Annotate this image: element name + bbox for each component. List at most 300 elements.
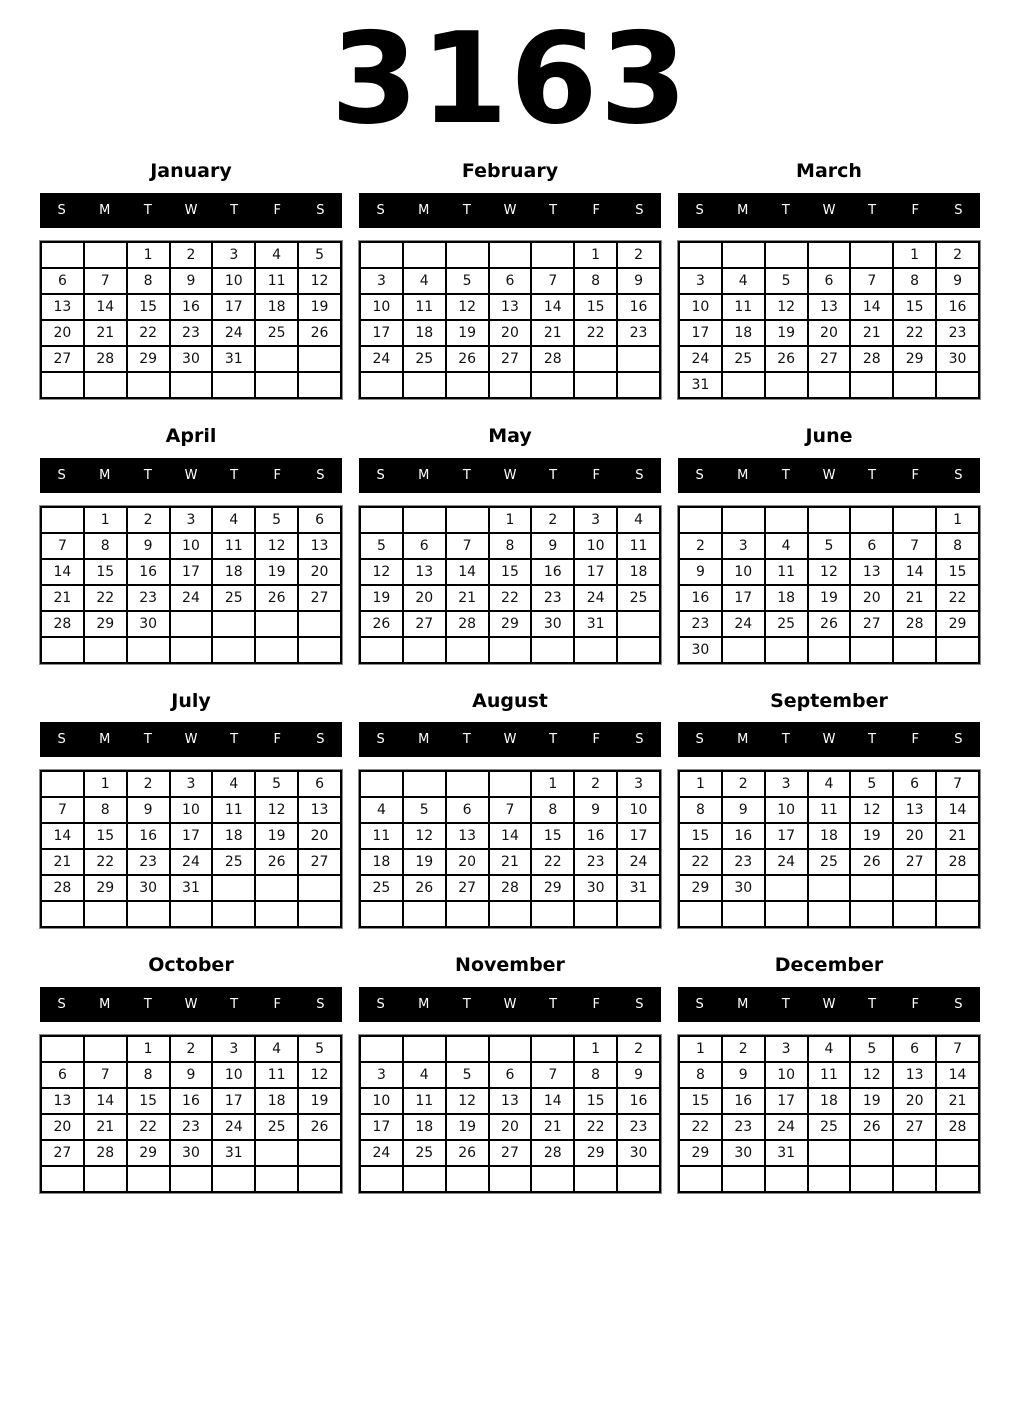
empty-day-cell: [722, 901, 765, 927]
week-row: [360, 320, 660, 346]
day-cell: 6: [298, 507, 341, 533]
empty-day-cell: [765, 372, 808, 398]
day-cell: 9: [679, 559, 722, 585]
day-cell: 20: [41, 1114, 84, 1140]
day-cell: 1: [936, 507, 979, 533]
day-cell: 12: [850, 1062, 893, 1088]
day-cell: 19: [446, 1114, 489, 1140]
weekday-header-bar: [40, 193, 342, 228]
empty-day-cell: [808, 1140, 851, 1166]
day-cell: 30: [722, 875, 765, 901]
month-title: January: [150, 160, 232, 182]
day-cell: 11: [808, 797, 851, 823]
week-row: [679, 611, 979, 637]
day-cell: 4: [403, 1062, 446, 1088]
empty-day-cell: [574, 346, 617, 372]
day-cell: 28: [489, 875, 532, 901]
day-cell: 14: [84, 294, 127, 320]
week-row: [360, 1166, 660, 1192]
weekday-label: T: [781, 997, 790, 1013]
day-cell: 8: [574, 268, 617, 294]
empty-day-cell: [403, 1166, 446, 1192]
empty-day-cell: [84, 1036, 127, 1062]
empty-day-cell: [531, 901, 574, 927]
empty-day-cell: [403, 242, 446, 268]
empty-day-cell: [808, 1166, 851, 1192]
empty-day-cell: [446, 1166, 489, 1192]
weekday-label: T: [143, 202, 152, 218]
day-cell: 10: [765, 797, 808, 823]
week-row: [360, 797, 660, 823]
day-cell: 2: [679, 533, 722, 559]
week-row: [679, 320, 979, 346]
day-cell: 13: [489, 294, 532, 320]
day-cell: 6: [446, 797, 489, 823]
week-row: [360, 611, 660, 637]
month-october: [40, 954, 342, 1193]
day-cell: 2: [531, 507, 574, 533]
day-cell: 13: [489, 1088, 532, 1114]
day-cell: 14: [489, 823, 532, 849]
day-cell: 20: [489, 320, 532, 346]
day-cell: 15: [679, 1088, 722, 1114]
day-cell: 17: [574, 559, 617, 585]
weekday-label: S: [954, 997, 963, 1013]
day-cell: 4: [255, 242, 298, 268]
day-cell: 6: [893, 1036, 936, 1062]
day-cell: 16: [170, 1088, 213, 1114]
weekday-label: T: [143, 997, 152, 1013]
day-cell: 19: [850, 823, 893, 849]
day-cell: 10: [212, 268, 255, 294]
day-cell: 13: [298, 533, 341, 559]
day-cell: 15: [127, 1088, 170, 1114]
day-cell: 18: [360, 849, 403, 875]
week-row: [679, 1036, 979, 1062]
day-cell: 20: [893, 1088, 936, 1114]
day-cell: 7: [84, 268, 127, 294]
empty-day-cell: [41, 1166, 84, 1192]
week-row: [679, 242, 979, 268]
weekday-label: M: [737, 467, 749, 483]
weekday-label: S: [954, 202, 963, 218]
day-cell: 6: [489, 1062, 532, 1088]
month-date-grid: [678, 1035, 980, 1193]
day-cell: 8: [127, 1062, 170, 1088]
empty-day-cell: [617, 901, 660, 927]
empty-day-cell: [574, 1166, 617, 1192]
day-cell: 26: [360, 611, 403, 637]
day-cell: 5: [850, 771, 893, 797]
empty-day-cell: [936, 1166, 979, 1192]
empty-day-cell: [850, 1140, 893, 1166]
day-cell: 7: [84, 1062, 127, 1088]
weekday-label: T: [462, 467, 471, 483]
empty-day-cell: [617, 1166, 660, 1192]
day-cell: 8: [489, 533, 532, 559]
empty-day-cell: [41, 901, 84, 927]
week-row: [679, 823, 979, 849]
month-title: June: [805, 424, 853, 447]
day-cell: 26: [765, 346, 808, 372]
day-cell: 10: [722, 559, 765, 585]
day-cell: 23: [574, 849, 617, 875]
empty-day-cell: [127, 901, 170, 927]
empty-day-cell: [936, 372, 979, 398]
day-cell: 12: [403, 823, 446, 849]
day-cell: 15: [574, 294, 617, 320]
day-cell: 8: [679, 1062, 722, 1088]
empty-day-cell: [446, 507, 489, 533]
day-cell: 3: [617, 771, 660, 797]
day-cell: 2: [127, 507, 170, 533]
day-cell: 9: [170, 1062, 213, 1088]
month-november: [359, 954, 661, 1193]
day-cell: 29: [574, 1140, 617, 1166]
month-title: December: [774, 954, 884, 977]
week-row: [41, 320, 341, 346]
day-cell: 28: [41, 875, 84, 901]
day-cell: 14: [936, 1062, 979, 1088]
day-cell: 5: [765, 268, 808, 294]
empty-day-cell: [765, 507, 808, 533]
day-cell: 16: [936, 294, 979, 320]
day-cell: 29: [84, 611, 127, 637]
day-cell: 22: [127, 320, 170, 346]
day-cell: 9: [722, 1062, 765, 1088]
day-cell: 21: [893, 585, 936, 611]
week-row: [679, 346, 979, 372]
empty-day-cell: [212, 901, 255, 927]
empty-day-cell: [850, 372, 893, 398]
day-cell: 20: [41, 320, 84, 346]
empty-day-cell: [617, 637, 660, 663]
day-cell: 17: [212, 294, 255, 320]
day-cell: 27: [808, 346, 851, 372]
day-cell: 19: [808, 585, 851, 611]
day-cell: 28: [531, 346, 574, 372]
empty-day-cell: [489, 372, 532, 398]
weekday-label: M: [99, 202, 111, 218]
weekday-label: T: [781, 467, 790, 483]
weekday-label: W: [184, 467, 198, 483]
day-cell: 23: [127, 585, 170, 611]
day-cell: 11: [403, 294, 446, 320]
empty-day-cell: [41, 372, 84, 398]
month-date-grid: [359, 1035, 661, 1193]
week-row: [360, 901, 660, 927]
week-row: [41, 771, 341, 797]
empty-day-cell: [41, 771, 84, 797]
empty-day-cell: [574, 637, 617, 663]
day-cell: 6: [893, 771, 936, 797]
empty-day-cell: [489, 771, 532, 797]
weekday-header-bar: [40, 458, 342, 493]
day-cell: 1: [84, 507, 127, 533]
day-cell: 1: [84, 771, 127, 797]
day-cell: 11: [360, 823, 403, 849]
day-cell: 24: [765, 849, 808, 875]
day-cell: 3: [574, 507, 617, 533]
weekday-label: S: [316, 202, 325, 218]
weekday-header-bar: [359, 193, 661, 228]
day-cell: 15: [893, 294, 936, 320]
day-cell: 23: [722, 849, 765, 875]
week-row: [360, 507, 660, 533]
weekday-label: W: [503, 997, 517, 1013]
empty-day-cell: [255, 1166, 298, 1192]
day-cell: 12: [446, 1088, 489, 1114]
empty-day-cell: [41, 507, 84, 533]
empty-day-cell: [212, 875, 255, 901]
week-row: [41, 1114, 341, 1140]
day-cell: 21: [936, 823, 979, 849]
weekday-label: S: [635, 202, 644, 218]
month-date-grid: [678, 506, 980, 664]
day-cell: 13: [298, 797, 341, 823]
day-cell: 16: [722, 823, 765, 849]
day-cell: 22: [84, 585, 127, 611]
day-cell: 5: [255, 771, 298, 797]
empty-day-cell: [298, 611, 341, 637]
empty-day-cell: [617, 611, 660, 637]
day-cell: 10: [765, 1062, 808, 1088]
empty-day-cell: [617, 372, 660, 398]
empty-day-cell: [574, 901, 617, 927]
day-cell: 3: [765, 771, 808, 797]
month-date-grid: [359, 770, 661, 928]
empty-day-cell: [850, 242, 893, 268]
week-row: [41, 1088, 341, 1114]
day-cell: 9: [531, 533, 574, 559]
week-row: [41, 901, 341, 927]
week-row: [679, 901, 979, 927]
day-cell: 22: [531, 849, 574, 875]
weekday-label: S: [57, 202, 66, 218]
day-cell: 30: [127, 875, 170, 901]
week-row: [41, 637, 341, 663]
day-cell: 25: [403, 346, 446, 372]
day-cell: 29: [893, 346, 936, 372]
day-cell: 24: [574, 585, 617, 611]
empty-day-cell: [212, 372, 255, 398]
week-row: [360, 637, 660, 663]
week-row: [41, 1140, 341, 1166]
day-cell: 5: [298, 242, 341, 268]
day-cell: 8: [531, 797, 574, 823]
month-date-grid: [678, 770, 980, 928]
week-row: [679, 771, 979, 797]
day-cell: 7: [893, 533, 936, 559]
empty-day-cell: [298, 372, 341, 398]
day-cell: 17: [170, 823, 213, 849]
day-cell: 12: [850, 797, 893, 823]
day-cell: 2: [722, 1036, 765, 1062]
day-cell: 1: [127, 1036, 170, 1062]
week-row: [360, 294, 660, 320]
empty-day-cell: [170, 637, 213, 663]
weekday-label: S: [376, 202, 385, 218]
day-cell: 25: [617, 585, 660, 611]
empty-day-cell: [765, 1166, 808, 1192]
weekday-label: T: [230, 732, 239, 748]
day-cell: 21: [84, 1114, 127, 1140]
day-cell: 28: [936, 1114, 979, 1140]
day-cell: 18: [403, 1114, 446, 1140]
day-cell: 10: [170, 797, 213, 823]
day-cell: 27: [893, 1114, 936, 1140]
day-cell: 14: [531, 294, 574, 320]
empty-day-cell: [893, 637, 936, 663]
week-row: [360, 533, 660, 559]
week-row: [679, 1140, 979, 1166]
weekday-label: M: [418, 732, 430, 748]
weekday-label: S: [635, 467, 644, 483]
day-cell: 11: [765, 559, 808, 585]
day-cell: 15: [679, 823, 722, 849]
month-july: [40, 690, 342, 929]
day-cell: 26: [255, 585, 298, 611]
day-cell: 4: [617, 507, 660, 533]
day-cell: 29: [127, 346, 170, 372]
month-april: [40, 425, 342, 664]
empty-day-cell: [446, 242, 489, 268]
day-cell: 27: [298, 849, 341, 875]
day-cell: 17: [212, 1088, 255, 1114]
day-cell: 30: [679, 637, 722, 663]
empty-day-cell: [298, 1166, 341, 1192]
day-cell: 22: [574, 1114, 617, 1140]
weekday-label: T: [868, 732, 877, 748]
day-cell: 9: [574, 797, 617, 823]
weekday-header-bar: [678, 458, 980, 493]
empty-day-cell: [41, 242, 84, 268]
day-cell: 23: [127, 849, 170, 875]
day-cell: 19: [255, 559, 298, 585]
day-cell: 9: [127, 533, 170, 559]
day-cell: 26: [850, 1114, 893, 1140]
weekday-label: T: [549, 467, 558, 483]
day-cell: 17: [360, 320, 403, 346]
day-cell: 24: [679, 346, 722, 372]
day-cell: 27: [850, 611, 893, 637]
empty-day-cell: [808, 901, 851, 927]
day-cell: 1: [574, 242, 617, 268]
empty-day-cell: [255, 1140, 298, 1166]
day-cell: 20: [808, 320, 851, 346]
day-cell: 24: [765, 1114, 808, 1140]
day-cell: 29: [936, 611, 979, 637]
day-cell: 14: [850, 294, 893, 320]
empty-day-cell: [765, 875, 808, 901]
empty-day-cell: [127, 637, 170, 663]
day-cell: 31: [212, 1140, 255, 1166]
weekday-label: M: [99, 732, 111, 748]
empty-day-cell: [360, 771, 403, 797]
day-cell: 13: [41, 294, 84, 320]
empty-day-cell: [679, 901, 722, 927]
day-cell: 4: [212, 507, 255, 533]
weekday-label: S: [376, 467, 385, 483]
day-cell: 31: [170, 875, 213, 901]
empty-day-cell: [360, 637, 403, 663]
day-cell: 15: [489, 559, 532, 585]
day-cell: 8: [84, 797, 127, 823]
empty-day-cell: [446, 771, 489, 797]
day-cell: 28: [936, 849, 979, 875]
day-cell: 10: [170, 533, 213, 559]
day-cell: 26: [298, 1114, 341, 1140]
day-cell: 3: [170, 507, 213, 533]
day-cell: 13: [41, 1088, 84, 1114]
day-cell: 7: [41, 533, 84, 559]
day-cell: 10: [679, 294, 722, 320]
week-row: [360, 1062, 660, 1088]
week-row: [360, 875, 660, 901]
empty-day-cell: [212, 611, 255, 637]
month-title: April: [165, 424, 217, 447]
empty-day-cell: [84, 637, 127, 663]
day-cell: 6: [41, 1062, 84, 1088]
day-cell: 14: [531, 1088, 574, 1114]
day-cell: 14: [41, 559, 84, 585]
day-cell: 27: [403, 611, 446, 637]
day-cell: 14: [936, 797, 979, 823]
day-cell: 14: [84, 1088, 127, 1114]
day-cell: 15: [531, 823, 574, 849]
empty-day-cell: [360, 242, 403, 268]
week-row: [360, 1088, 660, 1114]
week-row: [360, 559, 660, 585]
week-row: [41, 294, 341, 320]
empty-day-cell: [722, 242, 765, 268]
day-cell: 23: [722, 1114, 765, 1140]
day-cell: 3: [360, 1062, 403, 1088]
day-cell: 8: [936, 533, 979, 559]
weekday-label: M: [737, 997, 749, 1013]
weekday-label: S: [954, 467, 963, 483]
day-cell: 15: [936, 559, 979, 585]
empty-day-cell: [360, 507, 403, 533]
empty-day-cell: [170, 611, 213, 637]
weekday-label: F: [273, 732, 282, 748]
day-cell: 1: [127, 242, 170, 268]
day-cell: 3: [360, 268, 403, 294]
day-cell: 14: [446, 559, 489, 585]
day-cell: 17: [722, 585, 765, 611]
day-cell: 6: [298, 771, 341, 797]
day-cell: 16: [722, 1088, 765, 1114]
empty-day-cell: [489, 637, 532, 663]
day-cell: 3: [679, 268, 722, 294]
weekday-label: T: [462, 202, 471, 218]
week-row: [41, 346, 341, 372]
day-cell: 5: [298, 1036, 341, 1062]
week-row: [679, 507, 979, 533]
day-cell: 11: [617, 533, 660, 559]
weekday-label: F: [911, 202, 920, 218]
day-cell: 4: [808, 1036, 851, 1062]
day-cell: 13: [850, 559, 893, 585]
day-cell: 15: [84, 823, 127, 849]
day-cell: 19: [765, 320, 808, 346]
empty-day-cell: [850, 637, 893, 663]
week-row: [360, 268, 660, 294]
month-title: November: [455, 954, 565, 977]
day-cell: 10: [212, 1062, 255, 1088]
day-cell: 31: [212, 346, 255, 372]
day-cell: 9: [722, 797, 765, 823]
